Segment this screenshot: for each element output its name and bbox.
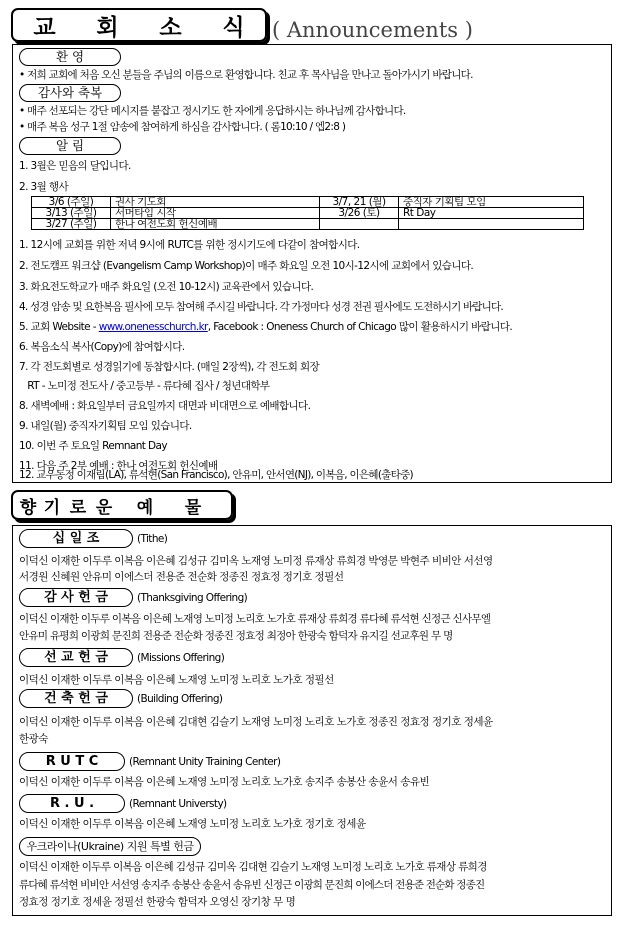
table-cell: Rt Day [399, 208, 584, 219]
offering-label: 건 축 헌 금 [19, 689, 133, 708]
table-cell: 한나 여전도회 헌신예배 [111, 219, 320, 230]
title-char: 기 [43, 497, 61, 518]
table-cell: 3/13 (주일) [32, 208, 111, 219]
offering-sub: (Missions Offering) [137, 651, 225, 664]
offering-sub: (Remnant Unity Training Center) [129, 755, 281, 768]
offerings-title [11, 490, 233, 520]
table-cell: 권사 기도회 [111, 197, 320, 208]
donor-list: 한광숙 [19, 733, 48, 745]
title-char: 운 [95, 497, 113, 518]
offering-label: 감 사 헌 금 [19, 588, 133, 607]
notice-item: 8. 새벽예배 : 화요일부터 금요일까지 대면과 비대면으로 예배합니다. [19, 400, 311, 412]
table-cell [320, 219, 399, 230]
offering-header-tithe [19, 529, 167, 548]
table-cell: 중직자 기획팀 모임 [399, 197, 584, 208]
offering-sub: (Tithe) [137, 532, 168, 545]
title-char: 회 [96, 14, 119, 41]
notice-item: 11. 다음 주 2부 예배 : 한나 여전도회 헌신예배 [19, 460, 218, 472]
notice-item: 7. 각 전도회별로 성경읽기에 동참합시다. (매일 2장씩), 각 전도회 회장 [19, 361, 320, 373]
offerings-section [12, 525, 612, 916]
notice-item: 4. 성경 암송 및 요한복음 필사에 모두 참여해 주시길 바랍니다. 각 가정마다 성경 전권 필사에도 도전하시기 바랍니다. [19, 301, 503, 313]
notice-item: 1. 3월은 믿음의 달입니다. [19, 160, 131, 172]
notice-item: 10. 이번 주 토요일 Remnant Day [19, 440, 167, 452]
table-row [32, 197, 584, 208]
title-char: 향 [19, 497, 37, 518]
offering-sub: (Remnant Universty) [129, 797, 227, 810]
thanks-line: • 매주 복음 성구 1절 암송에 참여하게 하심을 감사합니다. ( 롬10:10 / 엡2:8 ) [19, 121, 346, 133]
donor-list: 이덕신 이재한 이두루 이복음 이은혜 노재영 노미정 노리호 노가호 정필선 [19, 674, 334, 686]
table-cell: 3/26 (토) [320, 208, 399, 219]
announcements-subtitle: ( Announcements ) [272, 18, 473, 42]
welcome-text: • 저희 교회에 처음 오신 분들을 주님의 이름으로 환영합니다. 친교 후 목사님을 만나고 돌아가시기 바랍니다. [19, 69, 473, 81]
donor-list: 안유미 유평희 이광희 문진희 전용준 전순화 정종진 정효정 최정아 한광숙 함덕자 유지길 선교후원 무 명 [19, 630, 453, 642]
donor-list: 이덕신 이재한 이두루 이복음 이은혜 김성규 김미옥 노재영 노미정 류재상 류희경 박영문 박현주 비비안 서선영 [19, 555, 493, 567]
notice-item-website [19, 319, 512, 334]
table-cell: 3/6 (주일) [32, 197, 111, 208]
notice-item: 3. 화요전도학교가 매주 화요일 (오전 10-12시) 교육관에서 있습니다. [19, 281, 314, 293]
donor-list: 류다혜 류석현 비비안 서선영 송지주 송봉산 송윤서 송유빈 신정근 이광희 문진희 이에스더 전용준 전순화 정종진 [19, 879, 485, 891]
notice-item: 12. 교우동정 이재림(LA), 류석현(San Francisco), 안유미, 안서연(NJ), 이복음, 이은혜(출타중) [19, 469, 413, 481]
offering-header-thanksgiving [19, 588, 247, 607]
title-char: 소 [159, 14, 182, 41]
notice-item: 2. 전도캠프 워크샵 (Evangelism Camp Workshop)이 매주 화요일 오전 10시-12시에 교회에서 있습니다. [19, 260, 474, 272]
title-char: 예 [136, 497, 154, 518]
donor-list: 이덕신 이재한 이두루 이복음 이은혜 노재영 노미정 노리호 노가호 정기호 정세윤 [19, 818, 366, 830]
offering-sub: (Building Offering) [137, 692, 223, 705]
announcements-section [12, 44, 612, 483]
title-char: 로 [69, 497, 87, 518]
event-schedule-table [31, 196, 584, 230]
donor-list: 서경원 신혜원 안유미 이에스더 전용준 전순화 정종진 정효정 정기호 정필선 [19, 571, 344, 583]
thanks-label: 감사와 축복 [19, 84, 121, 102]
offering-header-rutc [19, 752, 280, 771]
notice-item: 1. 12시에 교회를 위한 저녁 9시에 RUTC를 위한 정시기도에 다같이 참여합시다. [19, 239, 360, 251]
table-cell [399, 219, 584, 230]
donor-list: 이덕신 이재한 이두루 이복음 이은혜 노재영 노미정 노리호 노가호 송지주 송봉산 송윤서 송유빈 [19, 776, 430, 788]
title-char: 식 [222, 14, 245, 41]
website-link[interactable]: www.onenesschurch.kr [98, 321, 208, 333]
offering-label: 십 일 조 [19, 529, 133, 548]
notice-item: 6. 복음소식 복사(Copy)에 참여합시다. [19, 341, 185, 353]
notice-item: RT - 노미정 전도사 / 중고등부 - 류다혜 집사 / 청년대학부 [19, 380, 270, 392]
table-cell: 서머타임 시작 [111, 208, 320, 219]
table-row [32, 219, 584, 230]
notice-label: 알 림 [19, 137, 121, 155]
website-suffix: , Facebook : Oneness Church of Chicago 많이 활용하시기 바랍니다. [207, 321, 513, 333]
offering-sub: (Thanksgiving Offering) [137, 591, 248, 604]
donor-list: 이덕신 이재한 이두루 이복음 이은혜 노재영 노미정 노리호 노가호 류재상 류희경 류다혜 류석현 신정근 신사무엘 [19, 613, 491, 625]
table-cell: 3/7, 21 (월) [320, 197, 399, 208]
offering-header-missions [19, 648, 224, 667]
offering-header-ukraine [19, 837, 201, 856]
notice-item: 2. 3월 행사 [19, 181, 69, 193]
welcome-label: 환 영 [19, 48, 121, 66]
table-row [32, 208, 584, 219]
donor-list: 이덕신 이재한 이두루 이복음 이은혜 김성규 김미옥 김대현 김슬기 노재영 노미정 노리호 노가호 류재상 류희경 [19, 861, 487, 873]
website-prefix: 5. 교회 Website - [19, 321, 99, 333]
offering-header-ru [19, 794, 227, 813]
announcements-title [11, 8, 267, 42]
offering-label: R U T C [19, 752, 125, 771]
notice-item: 9. 내일(월) 중직자기획팀 모임 있습니다. [19, 420, 192, 432]
donor-list: 이덕신 이재한 이두루 이복음 이은혜 김대현 김슬기 노재영 노미정 노리호 노가호 정종진 정효정 정기호 정세윤 [19, 716, 493, 728]
table-cell: 3/27 (주일) [32, 219, 111, 230]
offering-label: 우크라이나(Ukraine) 지원 특별 헌금 [19, 837, 201, 856]
thanks-line: • 매주 선포되는 강단 메시지를 붙잡고 정시기도 한 자에게 응답하시는 하나님께 감사합니다. [19, 105, 406, 117]
offering-label: R . U . [19, 794, 125, 813]
offering-label: 선 교 헌 금 [19, 648, 133, 667]
donor-list: 정효정 정기호 정세윤 정필선 한광숙 함덕자 오영신 장기창 무 명 [19, 896, 296, 908]
title-char: 교 [33, 14, 56, 41]
title-char: 물 [184, 497, 202, 518]
offering-header-building [19, 689, 222, 708]
